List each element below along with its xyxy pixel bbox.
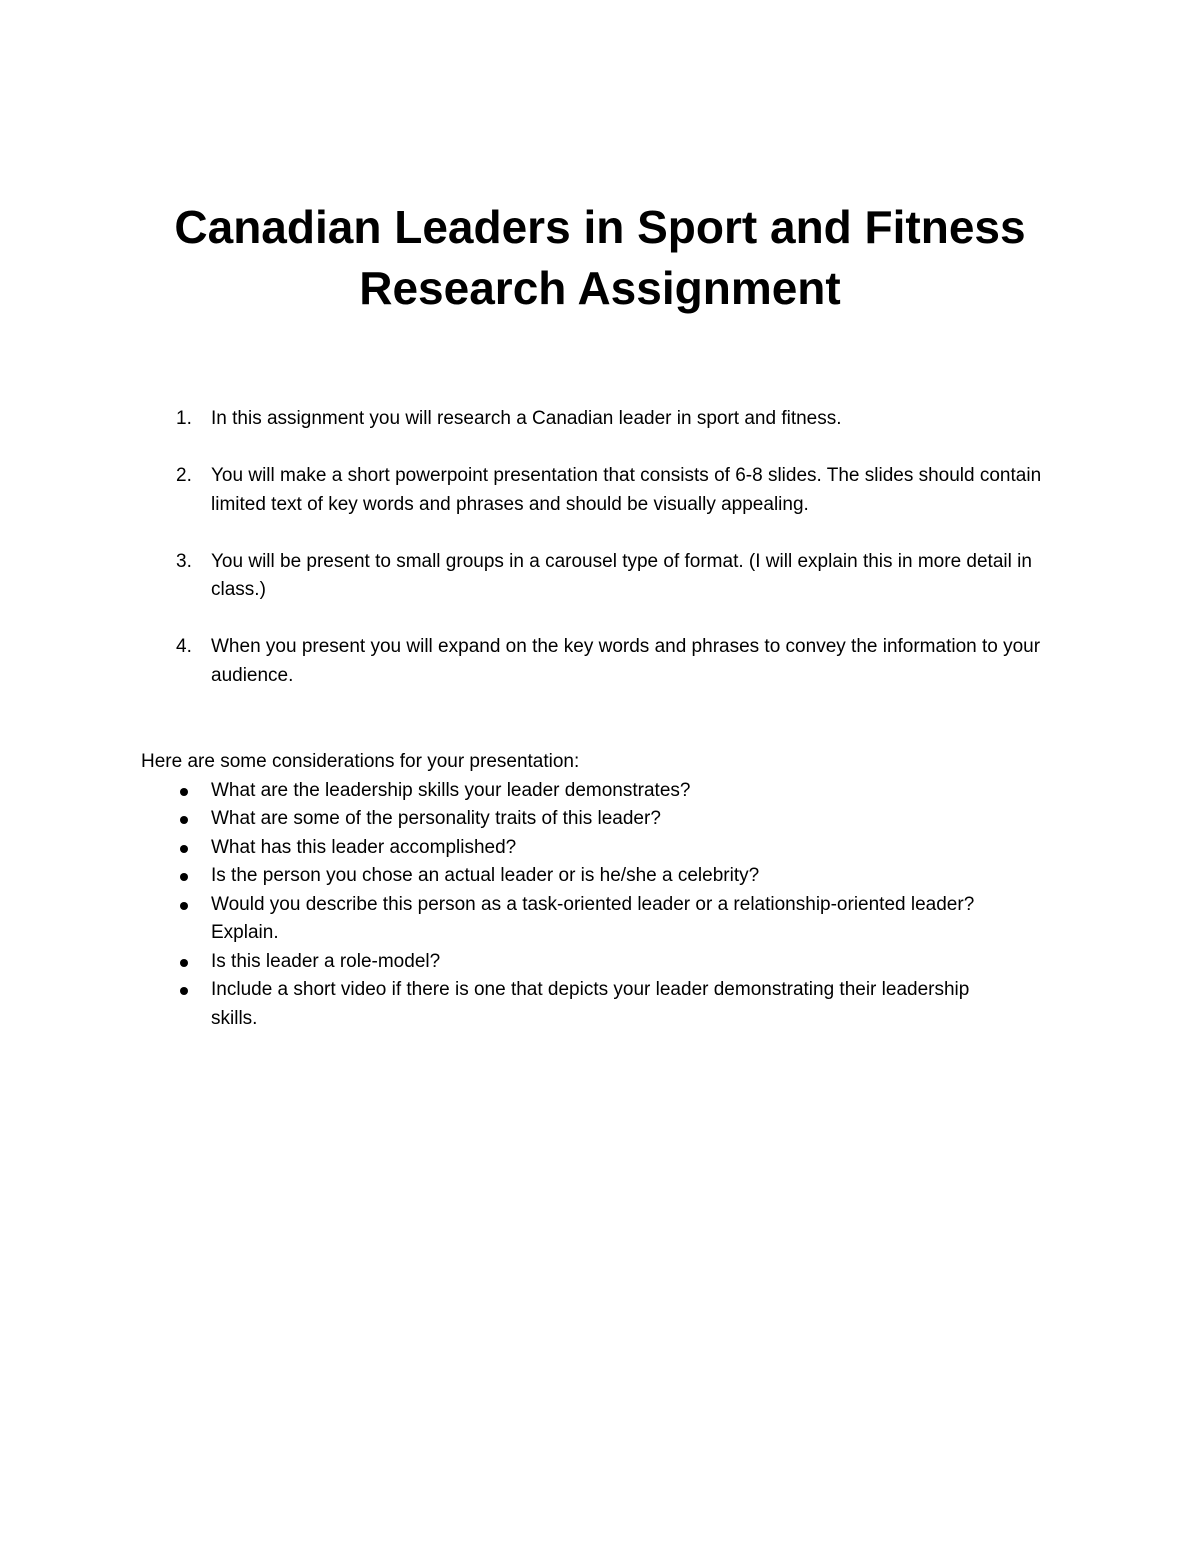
- bullet-text: What are some of the personality traits of this leader?: [211, 808, 661, 829]
- list-item: [0, 405, 1051, 434]
- bullet-item: [141, 834, 1011, 863]
- bullet-icon: [180, 902, 188, 910]
- item-number: 2.: [176, 465, 192, 486]
- bullet-text: Include a short video if there is one that depicts your leader demonstrating their leadership skills.: [211, 979, 970, 1029]
- bullet-icon: [180, 845, 188, 853]
- bullet-icon: [180, 816, 188, 824]
- bullet-item: [141, 862, 1011, 891]
- bullet-item: [141, 777, 1011, 806]
- bullet-text: Is this leader a role-model?: [211, 950, 441, 972]
- considerations-intro: Here are some considerations for your presentation:: [141, 751, 580, 772]
- title-line-1: Canadian Leaders in Sport and Fitness: [174, 201, 1026, 253]
- bullet-text: What has this leader accomplished?: [211, 836, 517, 858]
- bullet-icon: [180, 788, 188, 796]
- title-line-2: Research Assignment: [359, 262, 841, 314]
- bullet-item: [141, 948, 1011, 977]
- list-item: [0, 462, 1051, 519]
- list-item: [0, 548, 1051, 605]
- page-title: [0, 197, 1200, 319]
- item-number: 3.: [176, 550, 192, 572]
- bullet-item: [141, 805, 1011, 834]
- instructions-list: [0, 405, 1200, 719]
- bullet-text: What are the leadership skills your leader demonstrates?: [211, 779, 691, 801]
- bullet-item: [141, 976, 1011, 1033]
- item-text: You will be present to small groups in a carousel type of format. (I will explain this in more detail in class.): [211, 550, 1032, 600]
- bullet-text: Is the person you chose an actual leader or is he/she a celebrity?: [211, 865, 760, 886]
- bullet-icon: [180, 959, 188, 967]
- bullet-icon: [180, 987, 188, 995]
- item-text: In this assignment you will research a Canadian leader in sport and fitness.: [211, 408, 842, 429]
- item-text: You will make a short powerpoint presentation that consists of 6-8 slides. The slides should contain limited text of key words and phrases and should be visually appealing.: [211, 465, 1042, 515]
- list-item: [0, 633, 1051, 690]
- bullet-text: Would you describe this person as a task-oriented leader or a relationship-oriented leader? Explain.: [211, 893, 975, 943]
- item-number: 4.: [176, 636, 192, 657]
- item-number: 1.: [176, 408, 192, 429]
- bullet-item: [141, 891, 1011, 948]
- bullet-icon: [180, 873, 188, 881]
- considerations-section: [141, 748, 1041, 1033]
- item-text: When you present you will expand on the key words and phrases to convey the information to your audience.: [211, 636, 1041, 686]
- considerations-list: [141, 777, 1041, 1034]
